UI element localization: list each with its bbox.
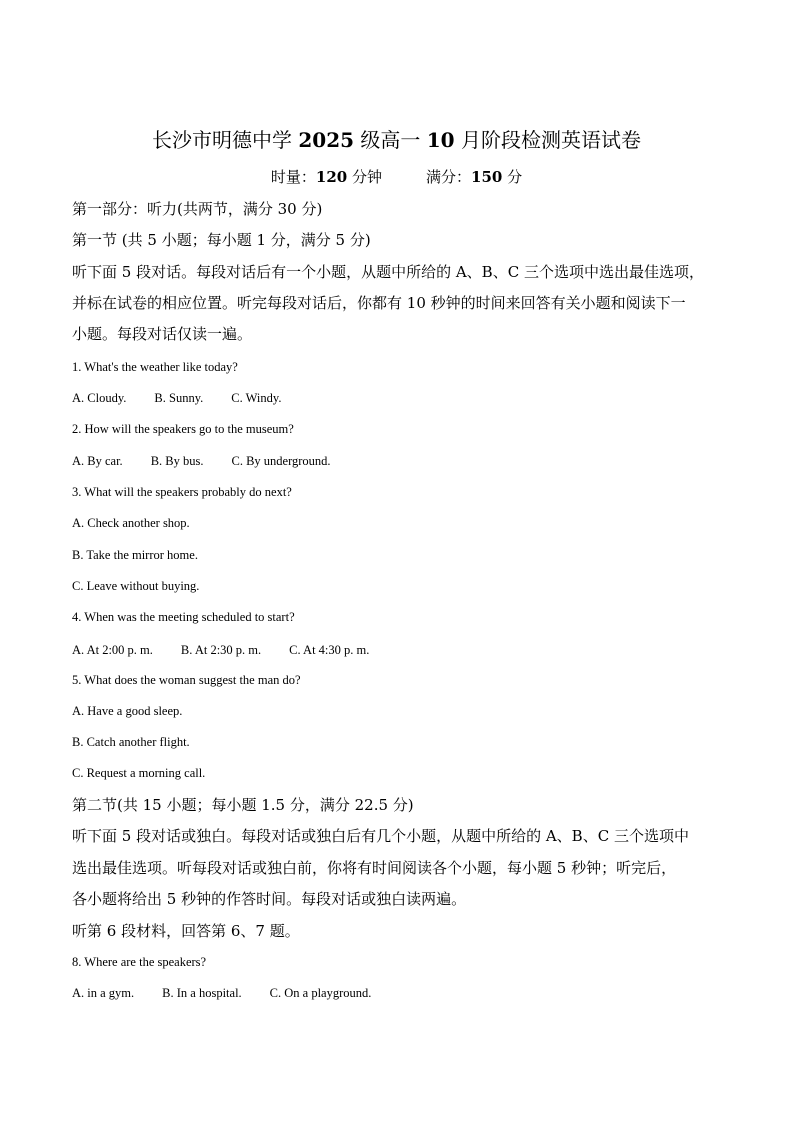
question-stem: 4. When was the meeting scheduled to start? [72, 610, 295, 624]
title-month: 10 [426, 128, 455, 152]
option-c: C. By underground. [231, 454, 331, 468]
option-c: C. Request a morning call. [72, 766, 206, 780]
title-grade: 级高一 [354, 128, 427, 152]
time-unit: 分钟 [347, 168, 382, 186]
question-options [72, 984, 732, 1002]
time-label: 时量： [270, 168, 316, 186]
option-b: B. At 2:30 p. m. [180, 643, 262, 657]
question-options [72, 452, 732, 470]
section1-instruction-line: 小题。每段对话仅读一遍。 [72, 325, 253, 343]
section2-instruction-line: 听下面 5 段对话或独白。每段对话或独白后有几个小题，从题中所给的 A、B、C 三个选项中 [72, 827, 689, 845]
title-school: 长沙市明德中学 [152, 128, 299, 152]
option-a: A. At 2:00 p. m. [72, 643, 153, 657]
question-options [72, 389, 732, 407]
time-value: 120 [315, 168, 348, 186]
option-b: B. By bus. [150, 454, 204, 468]
option-b: B. Catch another flight. [72, 735, 190, 749]
question-stem: 3. What will the speakers probably do next? [72, 485, 292, 499]
section2-heading: 第二节(共 15 小题；每小题 1.5 分，满分 22.5 分) [72, 796, 414, 814]
title-year: 2025 [298, 128, 355, 152]
score-value: 150 [471, 168, 503, 186]
section1-heading: 第一节 (共 5 小题；每小题 1 分，满分 5 分) [72, 231, 371, 249]
option-a: A. in a gym. [72, 986, 135, 1000]
question-stem: 5. What does the woman suggest the man do? [72, 673, 301, 687]
option-a: A. By car. [72, 454, 123, 468]
option-b: B. Take the mirror home. [72, 548, 198, 562]
option-a: A. Check another shop. [72, 516, 190, 530]
option-c: C. On a playground. [269, 986, 372, 1000]
option-c: C. Windy. [231, 391, 282, 405]
option-c: C. At 4:30 p. m. [289, 643, 370, 657]
section1-instruction-line: 并标在试卷的相应位置。听完每段对话后，你都有 10 秒钟的时间来回答有关小题和阅读下一 [72, 294, 686, 312]
exam-title [0, 126, 793, 154]
option-a: A. Have a good sleep. [72, 704, 183, 718]
question-stem: 2. How will the speakers go to the museum? [72, 422, 294, 436]
exam-meta [0, 166, 793, 188]
section2-instruction-line: 各小题将给出 5 秒钟的作答时间。每段对话或独白读两遍。 [72, 890, 467, 908]
question-stem: 1. What's the weather like today? [72, 360, 238, 374]
option-b: B. Sunny. [154, 391, 204, 405]
question-options [72, 641, 732, 659]
option-c: C. Leave without buying. [72, 579, 200, 593]
section2-instruction-line: 选出最佳选项。听每段对话或独白前，你将有时间阅读各个小题，每小题 5 秒钟；听完后， [72, 859, 677, 877]
material-note: 听第 6 段材料，回答第 6、7 题。 [72, 922, 300, 940]
option-b: B. In a hospital. [162, 986, 242, 1000]
section1-instruction-line: 听下面 5 段对话。每段对话后有一个小题，从题中所给的 A、B、C 三个选项中选出最佳选项， [72, 263, 704, 281]
option-a: A. Cloudy. [72, 391, 127, 405]
question-stem: 8. Where are the speakers? [72, 955, 207, 969]
score-label: 满分： [426, 168, 472, 186]
part1-heading: 第一部分：听力(共两节，满分 30 分) [72, 200, 323, 218]
score-unit: 分 [502, 168, 523, 186]
title-exam-name: 月阶段检测英语试卷 [454, 128, 641, 152]
